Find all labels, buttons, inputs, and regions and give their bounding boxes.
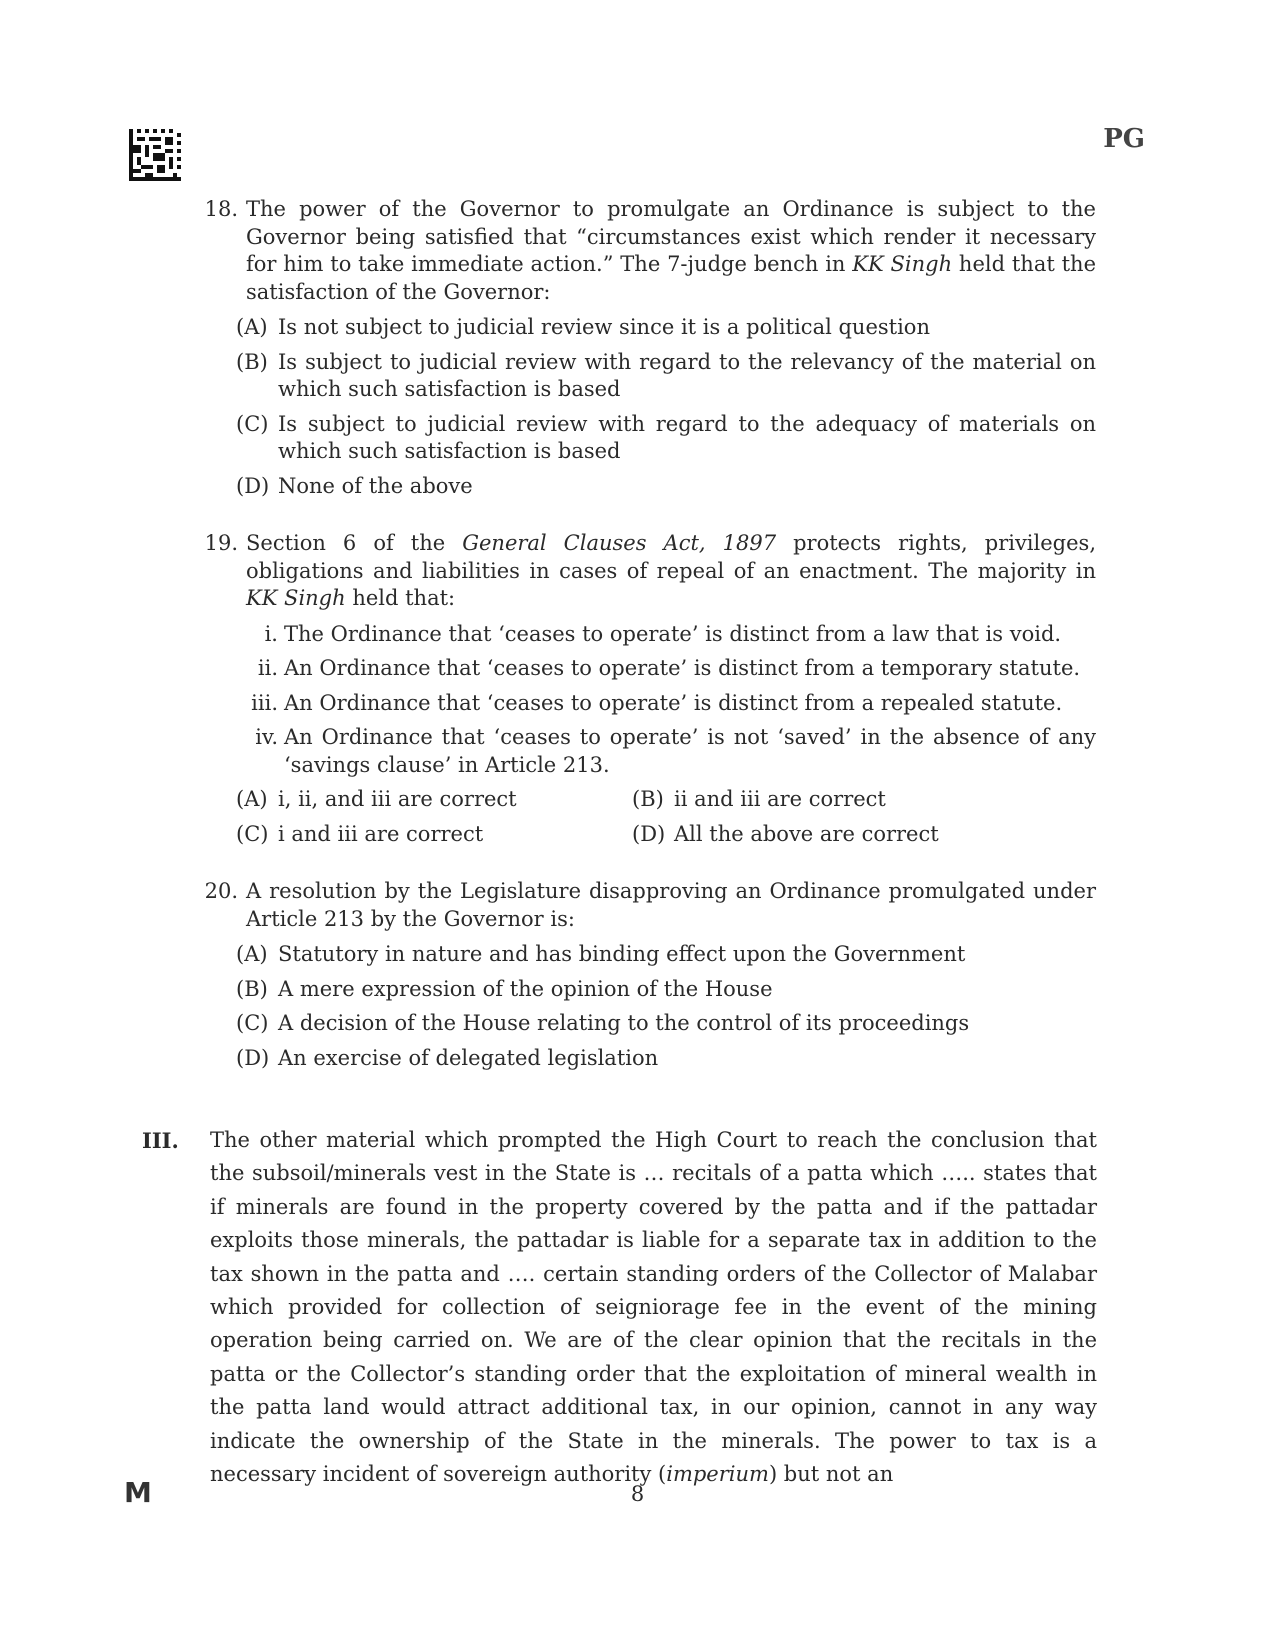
passage-text: The other material which prompted the High Court to reach the conclusion that the subsoil/minerals vest in the State is … recitals of a patta which ….. states that if minerals are found in the property covered by the patta and if the pattadar exploits those minerals, the pattadar is liable for a separate tax in addition to the tax shown in the patta and …. certain standing orders of the Collector of Malabar which provided for collection of seigniorage fee in the event of the mining operation being carried on. We are of the clear opinion that the recitals in the patta or the Collector’s standing order that the exploitation of mineral wealth in the patta land would attract additional tax, in our opinion, cannot in any way indicate the ownership of the State in the minerals. The power to tax is a necessary incident of sovereign authority (imperium) but not an xyxy=(210,1128,1097,1487)
statement-i: i. The Ordinance that ‘ceases to operate’ is distinct from a law that is void. xyxy=(264,621,1062,646)
option-c: (C) Is subject to judicial review with regard to the adequacy of materials on which such satisfaction is based xyxy=(236,411,1096,463)
question-text: The power of the Governor to promulgate an Ordinance is subject to the Governor being satisfied that “circumstances exist which render it necessary for him to take immediate action.” The 7-judge bench in KK Singh held that the satisfaction of the Governor: xyxy=(246,197,1097,304)
question-20 xyxy=(196,878,1096,1072)
datamatrix-code xyxy=(129,129,181,181)
statement-ii: ii. An Ordinance that ‘ceases to operate’ is distinct from a temporary statute. xyxy=(257,656,1081,680)
option-b: (B) A mere expression of the opinion of the House xyxy=(236,976,773,1001)
option-a: (A) i, ii, and iii are correct xyxy=(236,787,517,811)
question-number: 20. xyxy=(204,879,238,903)
option-b: (B) ii and iii are correct xyxy=(632,787,886,811)
question-number: 18. xyxy=(204,197,238,221)
question-list xyxy=(196,196,1096,1102)
option-a: (A) Statutory in nature and has binding effect upon the Government xyxy=(236,942,966,966)
passage-iii xyxy=(142,1124,1097,1491)
option-c: (C) i and iii are correct xyxy=(236,821,484,846)
series-code: PG xyxy=(1103,124,1145,154)
footer-code: M xyxy=(124,1476,152,1509)
question-18 xyxy=(196,196,1096,500)
option-d: (D) None of the above xyxy=(236,473,473,498)
option-d: (D) All the above are correct xyxy=(632,821,939,846)
question-number: 19. xyxy=(204,531,238,555)
statement-iv: iv. An Ordinance that ‘ceases to operate’ is not ‘saved’ in the absence of any ‘savings clause’ in Article 213. xyxy=(255,725,1096,777)
option-a: (A) Is not subject to judicial review since it is a political question xyxy=(236,315,930,339)
question-19 xyxy=(196,530,1096,848)
question-text: Section 6 of the General Clauses Act, 1897 protects rights, privileges, obligations and liabilities in cases of repeal of an enactment. The majority in KK Singh held that: xyxy=(246,531,1096,610)
option-d: (D) An exercise of delegated legislation xyxy=(236,1045,659,1070)
page-number: 8 xyxy=(630,1482,645,1506)
option-b: (B) Is subject to judicial review with regard to the relevancy of the material on which such satisfaction is based xyxy=(236,349,1096,401)
passage-label: III. xyxy=(142,1128,179,1153)
question-text: A resolution by the Legislature disapproving an Ordinance promulgated under Article 213 by the Governor is: xyxy=(246,879,1096,931)
option-c: (C) A decision of the House relating to the control of its proceedings xyxy=(236,1011,970,1035)
statement-iii: iii. An Ordinance that ‘ceases to operate’ is distinct from a repealed statute. xyxy=(251,690,1063,715)
